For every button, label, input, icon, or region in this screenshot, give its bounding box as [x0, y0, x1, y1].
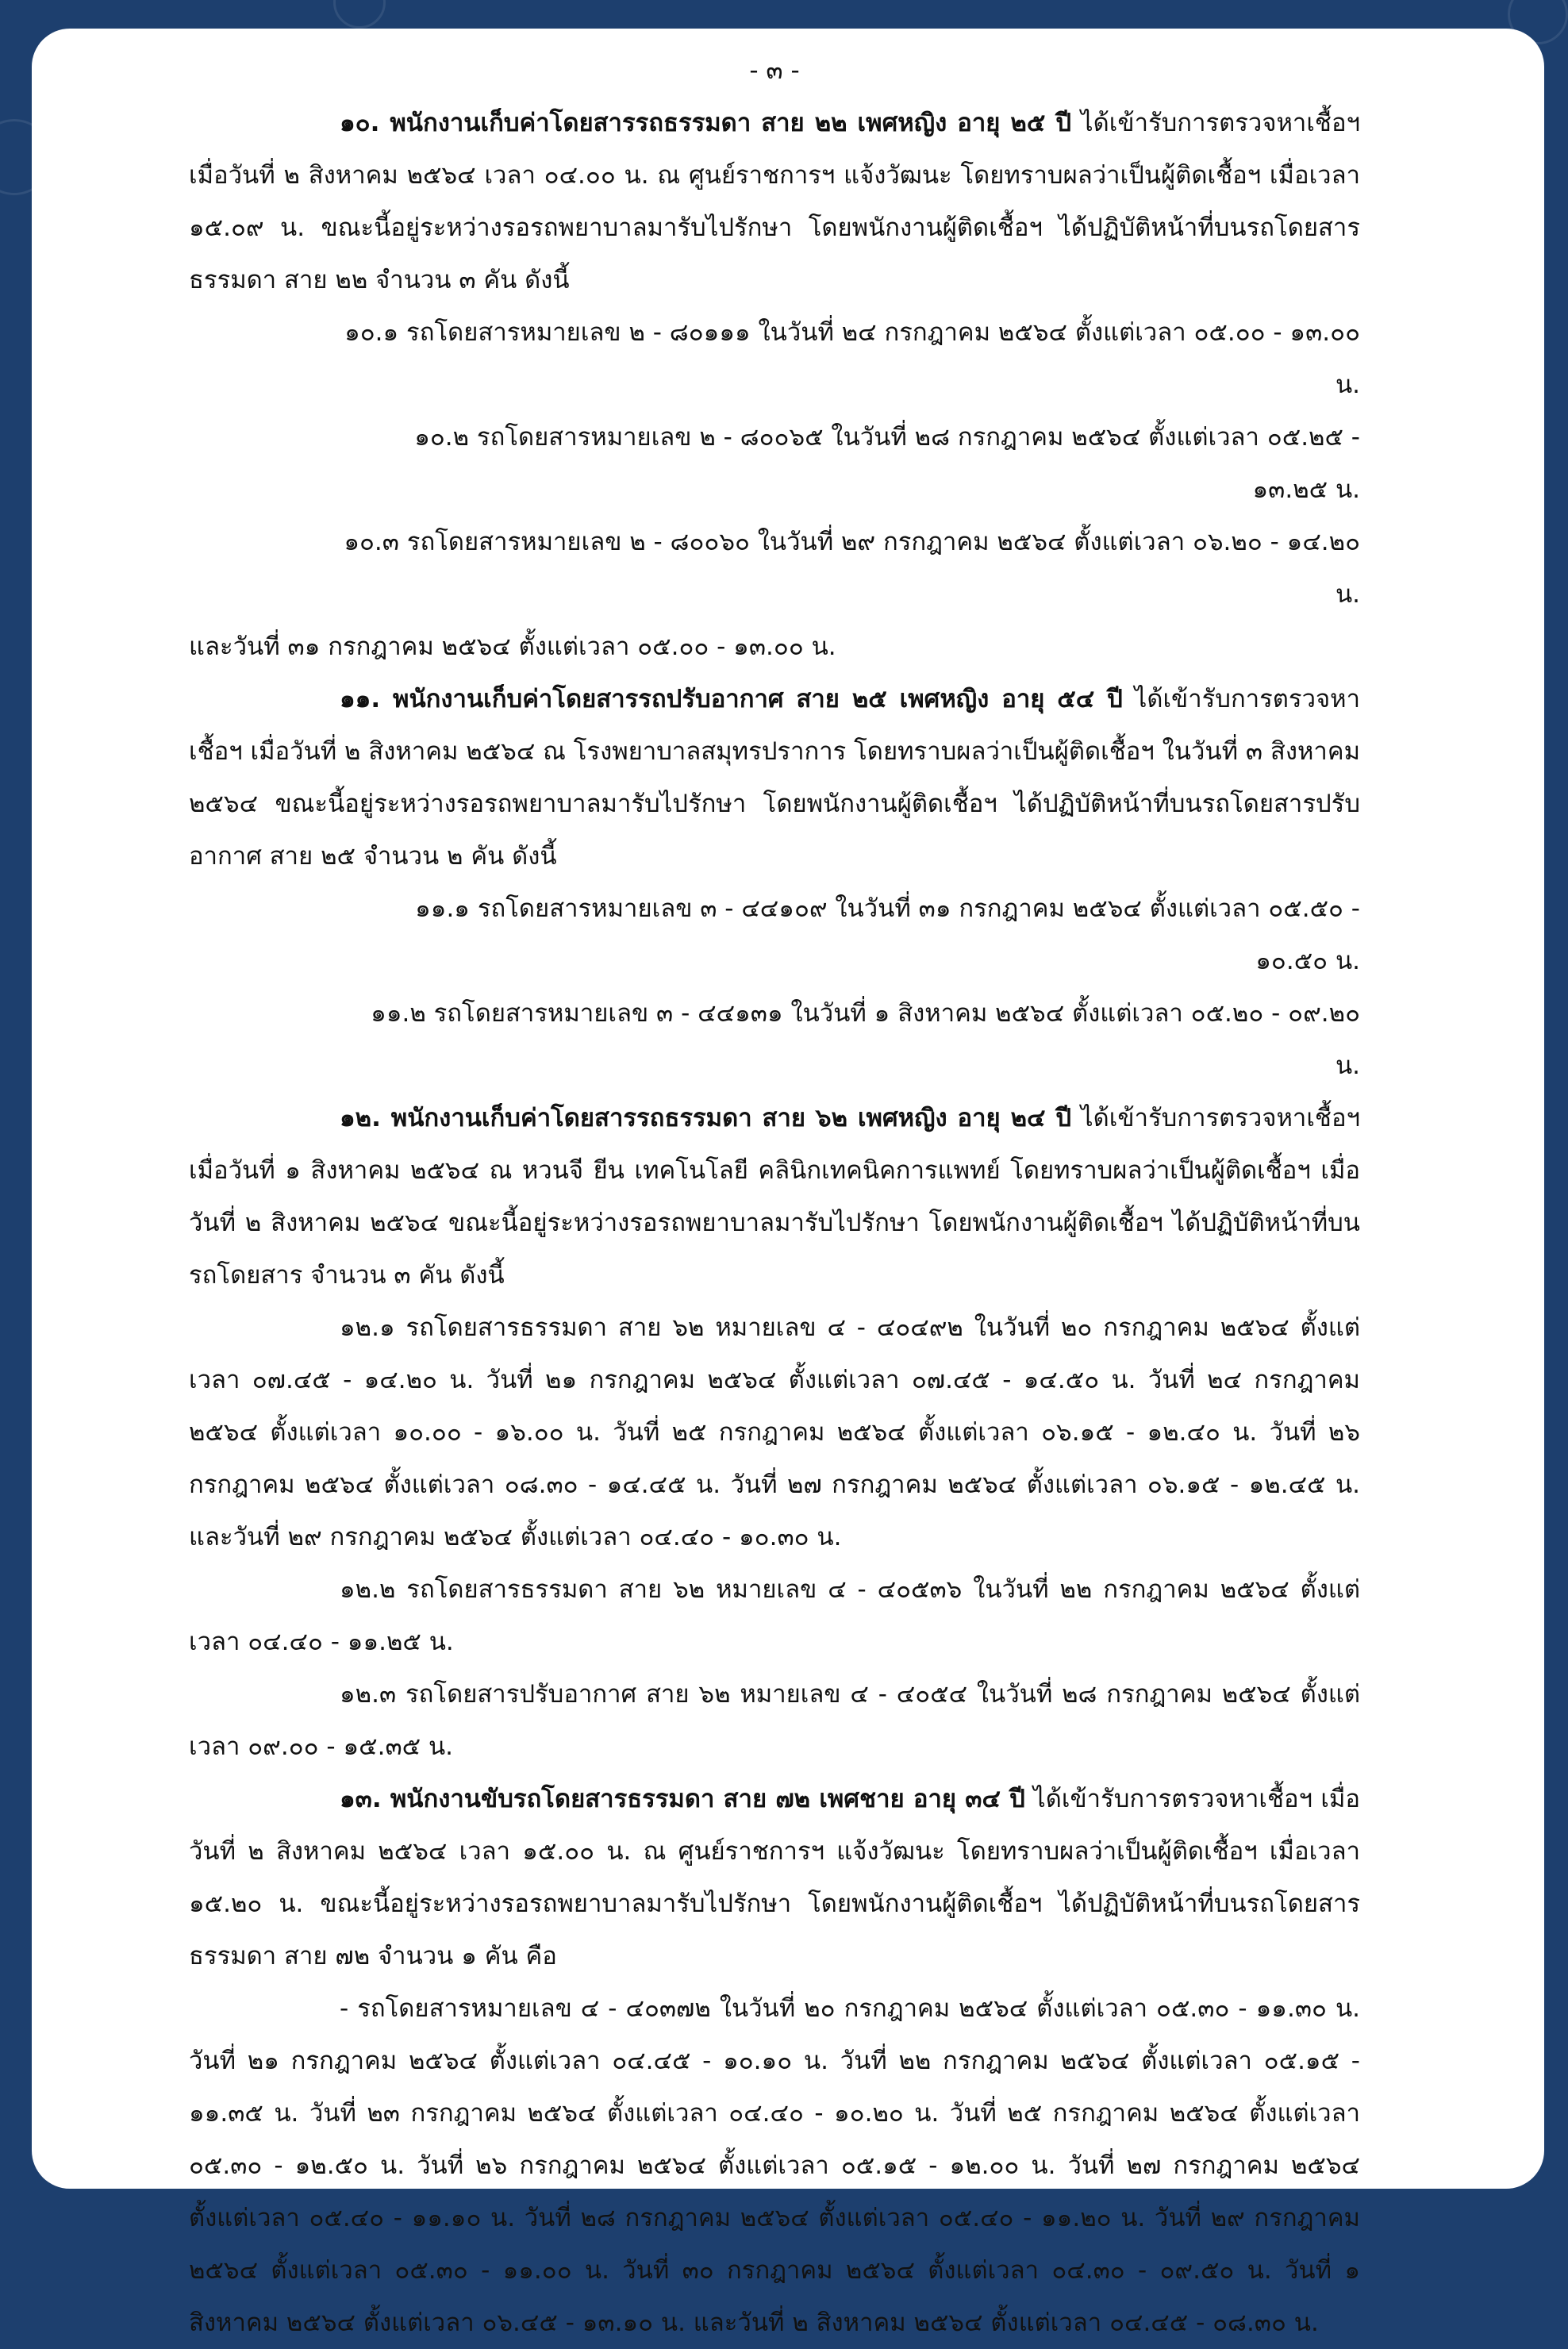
item-12-paragraph: [189, 1092, 1360, 1301]
item-12-3: ๑๒.๓ รถโดยสารปรับอากาศ สาย ๖๒ หมายเลข ๔ - ๔๐๕๔ ในวันที่ ๒๘ กรกฎาคม ๒๕๖๔ ตั้งแต่เวลา ๐๙.๐๐ - ๑๕.๓๕ น.: [189, 1680, 1360, 1761]
item-10-heading: ๑๐. พนักงานเก็บค่าโดยสารรถธรรมดา สาย ๒๒ เพศหญิง อายุ ๒๕ ปี: [340, 109, 1071, 137]
item-12-heading: ๑๒. พนักงานเก็บค่าโดยสารรถธรรมดา สาย ๖๒ เพศหญิง อายุ ๒๔ ปี: [340, 1104, 1072, 1132]
item-13-heading: ๑๓. พนักงานขับรถโดยสารธรรมดา สาย ๗๒ เพศชาย อายุ ๓๔ ปี: [340, 1785, 1025, 1813]
item-11-body: ได้เข้ารับการตรวจหาเชื้อฯ เมื่อวันที่ ๒ สิงหาคม ๒๕๖๔ ณ โรงพยาบาลสมุทรปราการ โดยทราบผลว่าเป็นผู้ติดเชื้อฯ ในวันที่ ๓ สิงหาคม ๒๕๖๔ ขณะนี้อยู่ระหว่างรอรถพยาบาลมารับไปรักษา โดยพนักงานผู้ติดเชื้อฯ ได้ปฏิบัติหน้าที่บนรถโดยสารปรับอากาศ สาย ๒๕ จำนวน ๒ คัน ดังนี้: [189, 685, 1360, 871]
item-10-1: ๑๐.๑ รถโดยสารหมายเลข ๒ - ๘๐๑๑๑ ในวันที่ ๒๔ กรกฎาคม ๒๕๖๔ ตั้งแต่เวลา ๐๕.๐๐ - ๑๓.๐๐ น.: [344, 318, 1360, 399]
item-12-body: ได้เข้ารับการตรวจหาเชื้อฯ เมื่อวันที่ ๑ สิงหาคม ๒๕๖๔ ณ หวนจี ยีน เทคโนโลยี คลินิกเทคนิคการแพทย์ โดยทราบผลว่าเป็นผู้ติดเชื้อฯ เมื่อวันที่ ๒ สิงหาคม ๒๕๖๔ ขณะนี้อยู่ระหว่างรอรถพยาบาลมารับไปรักษา โดยพนักงานผู้ติดเชื้อฯ ได้ปฏิบัติหน้าที่บนรถโดยสาร จำนวน ๓ คัน ดังนี้: [189, 1104, 1360, 1290]
item-10-2: ๑๐.๒ รถโดยสารหมายเลข ๒ - ๘๐๐๖๕ ในวันที่ ๒๘ กรกฎาคม ๒๕๖๔ ตั้งแต่เวลา ๐๕.๒๕ - ๑๓.๒๕ น.: [414, 423, 1360, 504]
item-11-heading: ๑๑. พนักงานเก็บค่าโดยสารรถปรับอากาศ สาย ๒๕ เพศหญิง อายุ ๕๔ ปี: [340, 685, 1123, 713]
background-decoration: [333, 0, 386, 29]
item-10-3-continuation: และวันที่ ๓๑ กรกฎาคม ๒๕๖๔ ตั้งแต่เวลา ๐๕.๐๐ - ๑๓.๐๐ น.: [189, 632, 836, 661]
item-13-body: ได้เข้ารับการตรวจหาเชื้อฯ เมื่อวันที่ ๒ สิงหาคม ๒๕๖๔ เวลา ๑๕.๐๐ น. ณ ศูนย์ราชการฯ แจ้งวัฒนะ โดยทราบผลว่าเป็นผู้ติดเชื้อฯ เมื่อเวลา ๑๕.๒๐ น. ขณะนี้อยู่ระหว่างรอรถพยาบาลมารับไปรักษา โดยพนักงานผู้ติดเชื้อฯ ได้ปฏิบัติหน้าที่บนรถโดยสารธรรมดา สาย ๗๒ จำนวน ๑ คัน คือ: [189, 1785, 1360, 1970]
page-number: - ๓ -: [749, 56, 800, 85]
item-11-2: ๑๑.๒ รถโดยสารหมายเลข ๓ - ๔๔๑๓๑ ในวันที่ ๑ สิงหาคม ๒๕๖๔ ตั้งแต่เวลา ๐๕.๒๐ - ๐๙.๒๐ น.: [371, 999, 1360, 1080]
document-page: [32, 29, 1544, 2337]
item-11-paragraph: [189, 673, 1360, 882]
item-10-body: ได้เข้ารับการตรวจหาเชื้อฯ เมื่อวันที่ ๒ สิงหาคม ๒๕๖๔ เวลา ๐๔.๐๐ น. ณ ศูนย์ราชการฯ แจ้งวัฒนะ โดยทราบผลว่าเป็นผู้ติดเชื้อฯ เมื่อเวลา ๑๕.๐๙ น. ขณะนี้อยู่ระหว่างรอรถพยาบาลมารับไปรักษา โดยพนักงานผู้ติดเชื้อฯ ได้ปฏิบัติหน้าที่บนรถโดยสารธรรมดา สาย ๒๒ จำนวน ๓ คัน ดังนี้: [189, 109, 1360, 294]
item-10-paragraph: [189, 97, 1360, 306]
item-12-1: ๑๒.๑ รถโดยสารธรรมดา สาย ๖๒ หมายเลข ๔ - ๔๐๔๙๒ ในวันที่ ๒๐ กรกฎาคม ๒๕๖๔ ตั้งแต่เวลา ๐๗.๔๕ - ๑๔.๒๐ น. วันที่ ๒๑ กรกฎาคม ๒๕๖๔ ตั้งแต่เวลา ๐๗.๔๕ - ๑๔.๕๐ น. วันที่ ๒๔ กรกฎาคม ๒๕๖๔ ตั้งแต่เวลา ๑๐.๐๐ - ๑๖.๐๐ น. วันที่ ๒๕ กรกฎาคม ๒๕๖๔ ตั้งแต่เวลา ๐๖.๑๕ - ๑๒.๔๐ น. วันที่ ๒๖ กรกฎาคม ๒๕๖๔ ตั้งแต่เวลา ๐๘.๓๐ - ๑๔.๔๕ น. วันที่ ๒๗ กรกฎาคม ๒๕๖๔ ตั้งแต่เวลา ๐๖.๑๕ - ๑๒.๔๕ น. และวันที่ ๒๙ กรกฎาคม ๒๕๖๔ ตั้งแต่เวลา ๐๔.๔๐ - ๑๐.๓๐ น.: [189, 1313, 1360, 1551]
item-10-3: ๑๐.๓ รถโดยสารหมายเลข ๒ - ๘๐๐๖๐ ในวันที่ ๒๙ กรกฎาคม ๒๕๖๔ ตั้งแต่เวลา ๐๖.๒๐ - ๑๔.๒๐ น.: [344, 528, 1360, 609]
item-13-paragraph: [189, 1773, 1360, 1982]
item-12-2: ๑๒.๒ รถโดยสารธรรมดา สาย ๖๒ หมายเลข ๔ - ๔๐๕๓๖ ในวันที่ ๒๒ กรกฎาคม ๒๕๖๔ ตั้งแต่เวลา ๐๔.๔๐ - ๑๑.๒๕ น.: [189, 1575, 1360, 1656]
item-11-1: ๑๑.๑ รถโดยสารหมายเลข ๓ - ๔๔๑๐๙ ในวันที่ ๓๑ กรกฎาคม ๒๕๖๔ ตั้งแต่เวลา ๐๕.๕๐ - ๑๐.๕๐ น.: [415, 894, 1360, 975]
item-13-1: - รถโดยสารหมายเลข ๔ - ๔๐๓๗๒ ในวันที่ ๒๐ กรกฎาคม ๒๕๖๔ ตั้งแต่เวลา ๐๕.๓๐ - ๑๑.๓๐ น. วันที่ ๒๑ กรกฎาคม ๒๕๖๔ ตั้งแต่เวลา ๐๔.๔๕ - ๑๐.๑๐ น. วันที่ ๒๒ กรกฎาคม ๒๕๖๔ ตั้งแต่เวลา ๐๕.๑๕ - ๑๑.๓๕ น. วันที่ ๒๓ กรกฎาคม ๒๕๖๔ ตั้งแต่เวลา ๐๔.๔๐ - ๑๐.๒๐ น. วันที่ ๒๕ กรกฎาคม ๒๕๖๔ ตั้งแต่เวลา ๐๕.๓๐ - ๑๒.๕๐ น. วันที่ ๒๖ กรกฎาคม ๒๕๖๔ ตั้งแต่เวลา ๐๕.๑๕ - ๑๒.๐๐ น. วันที่ ๒๗ กรกฎาคม ๒๕๖๔ ตั้งแต่เวลา ๐๕.๔๐ - ๑๑.๑๐ น. วันที่ ๒๘ กรกฎาคม ๒๕๖๔ ตั้งแต่เวลา ๐๕.๔๐ - ๑๑.๒๐ น. วันที่ ๒๙ กรกฎาคม ๒๕๖๔ ตั้งแต่เวลา ๐๕.๓๐ - ๑๑.๐๐ น. วันที่ ๓๐ กรกฎาคม ๒๕๖๔ ตั้งแต่เวลา ๐๔.๓๐ - ๐๙.๕๐ น. วันที่ ๑ สิงหาคม ๒๕๖๔ ตั้งแต่เวลา ๐๖.๔๕ - ๑๓.๑๐ น. และวันที่ ๒ สิงหาคม ๒๕๖๔ ตั้งแต่เวลา ๐๔.๔๕ - ๐๘.๓๐ น.: [189, 1994, 1360, 2337]
